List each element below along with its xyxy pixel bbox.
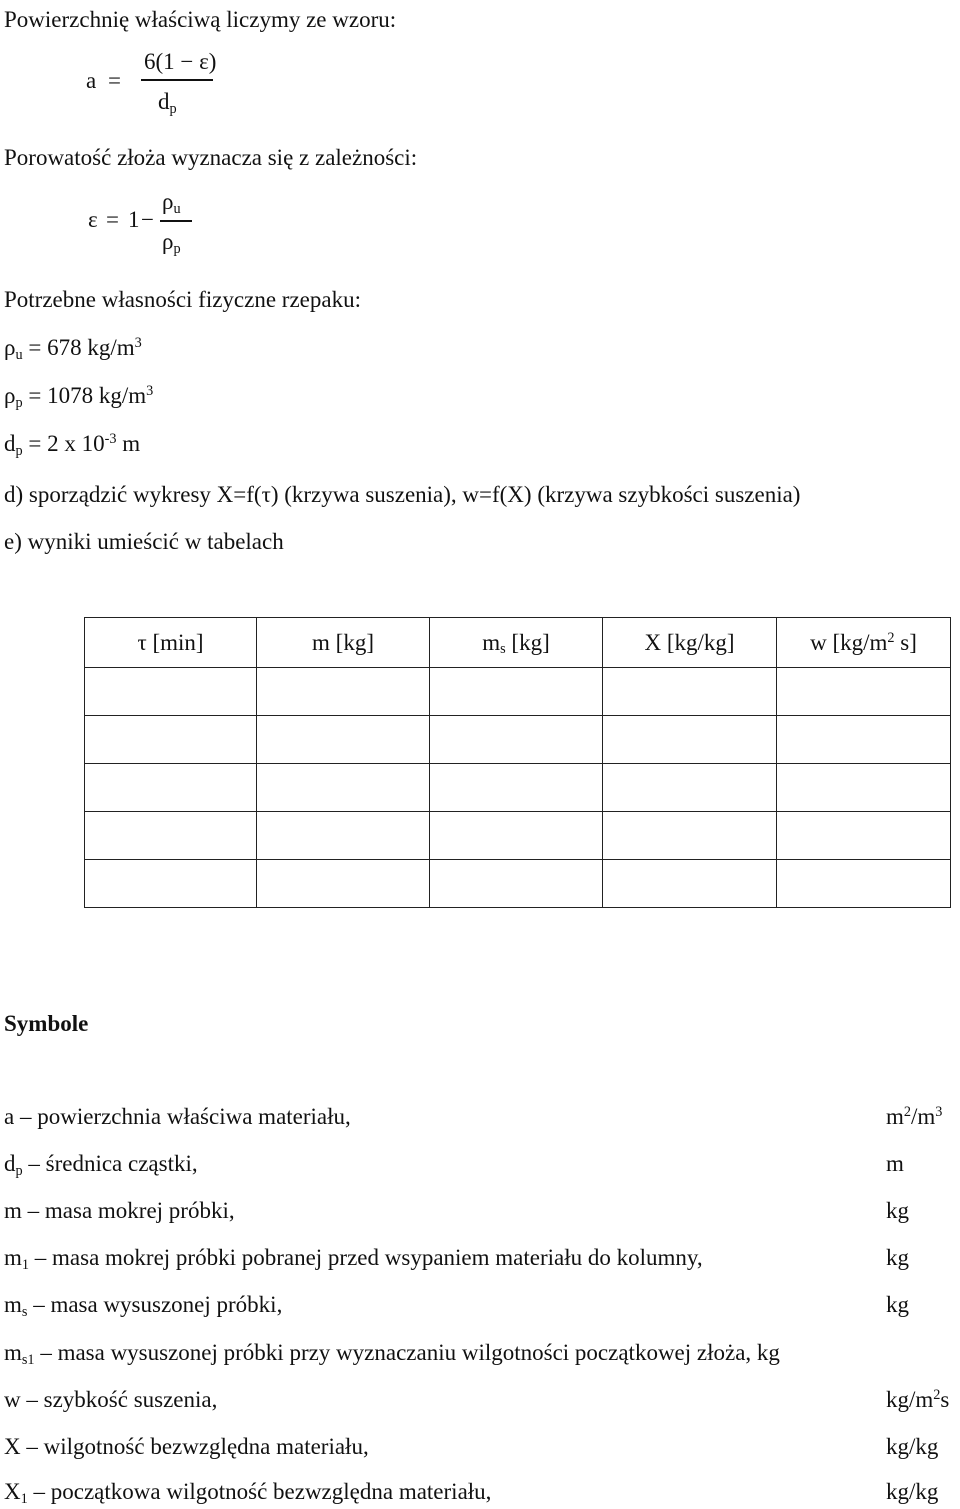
- intro-surface-text: Powierzchnię właściwą liczymy ze wzoru:: [4, 7, 397, 32]
- symbol-unit: kg: [886, 1292, 909, 1317]
- symbol-unit: kg: [886, 1245, 909, 1270]
- symbol-unit: $m^2/m^3$: [886, 1104, 943, 1129]
- property-d-p: $d_p = 2$ x $10^{-3}$ m: [4, 431, 141, 459]
- list-item: [4, 1292, 956, 1322]
- formula-a-lhs: a: [86, 68, 97, 93]
- property-rho-p: $\rho_p = 1078$ $kg/m^3$: [4, 383, 154, 411]
- column-header-m: m [kg]: [257, 618, 430, 668]
- table-row: [85, 716, 951, 764]
- list-item: [4, 1151, 956, 1181]
- properties-title: Potrzebne własności fizyczne rzepaku:: [4, 287, 361, 312]
- formula-a-fraction-bar: [141, 79, 213, 81]
- table-row: [85, 668, 951, 716]
- column-header-w: w [$kg/m^2$ s]: [777, 618, 951, 668]
- table-cell: [603, 716, 777, 764]
- formula-a-denominator: $d_p$: [158, 89, 177, 117]
- symbol-unit: kg/kg: [886, 1434, 939, 1459]
- symbol-description: $m_{s1}$ – masa wysuszonej próbki przy wyznaczaniu wilgotności początkowej złoża, kg: [4, 1340, 780, 1368]
- table-cell: [603, 668, 777, 716]
- table-cell: [85, 764, 257, 812]
- list-item: [4, 1198, 956, 1228]
- formula-eps-lhs: ε: [88, 207, 98, 232]
- table-cell: [430, 668, 603, 716]
- table-cell: [430, 812, 603, 860]
- list-item: [4, 1387, 956, 1417]
- table-cell: [257, 860, 430, 908]
- table-cell: [777, 716, 951, 764]
- table-row: [85, 764, 951, 812]
- formula-a-eq: =: [108, 68, 121, 93]
- symbol-description: $d_p$ – średnica cząstki,: [4, 1151, 198, 1179]
- symbol-unit: $kg/m^2s$: [886, 1387, 950, 1412]
- table-cell: [85, 860, 257, 908]
- symbol-description: w – szybkość suszenia,: [4, 1387, 218, 1412]
- formula-eps-eq: =: [106, 207, 119, 232]
- table-cell: [430, 716, 603, 764]
- table-cell: [85, 716, 257, 764]
- formula-eps-numerator: $\rho_u$: [162, 189, 181, 217]
- table-cell: [777, 764, 951, 812]
- table-cell: [85, 668, 257, 716]
- list-item: [4, 1434, 956, 1464]
- symbol-description: $m_1$ – masa mokrej próbki pobranej przed wsypaniem materiału do kolumny,: [4, 1245, 703, 1273]
- formula-eps-denominator: $\rho_p$: [162, 229, 181, 257]
- table-cell: [777, 668, 951, 716]
- table-cell: [603, 764, 777, 812]
- table-cell: [430, 764, 603, 812]
- symbol-description: X – wilgotność bezwzględna materiału,: [4, 1434, 369, 1459]
- table-cell: [603, 812, 777, 860]
- formula-eps-fraction-bar: [160, 220, 192, 222]
- formula-eps-minus: −: [141, 207, 154, 232]
- list-item: [4, 1479, 956, 1509]
- symbol-unit: kg: [886, 1198, 909, 1223]
- formula-eps-one: 1: [128, 207, 140, 232]
- column-header-x: X [kg/kg]: [603, 618, 777, 668]
- list-item: [4, 1340, 956, 1370]
- intro-porosity-text: Porowatość złoża wyznacza się z zależności:: [4, 145, 418, 170]
- table-cell: [257, 716, 430, 764]
- table-cell: [257, 668, 430, 716]
- table-cell: [257, 764, 430, 812]
- table-cell: [603, 860, 777, 908]
- symbol-description: a – powierzchnia właściwa materiału,: [4, 1104, 351, 1129]
- table-row: [85, 812, 951, 860]
- symbol-unit: m: [886, 1151, 904, 1176]
- column-header-tau: τ [min]: [85, 618, 257, 668]
- list-item: [4, 1104, 956, 1134]
- results-table: [84, 617, 951, 908]
- table-cell: [85, 812, 257, 860]
- table-cell: [430, 860, 603, 908]
- table-row: [85, 860, 951, 908]
- symbol-description: $m_s$ – masa wysuszonej próbki,: [4, 1292, 283, 1320]
- table-cell: [777, 860, 951, 908]
- symbols-heading: Symbole: [4, 1011, 89, 1036]
- task-d: d) sporządzić wykresy X=f(τ) (krzywa suszenia), w=f(X) (krzywa szybkości suszenia): [4, 482, 801, 507]
- symbol-description: m – masa mokrej próbki,: [4, 1198, 235, 1223]
- task-e: e) wyniki umieścić w tabelach: [4, 529, 284, 554]
- property-rho-u: $\rho_u = 678$ $kg/m^3$: [4, 335, 142, 363]
- table-header-row: [85, 618, 951, 668]
- list-item: [4, 1245, 956, 1275]
- symbol-unit: kg/kg: [886, 1479, 939, 1504]
- column-header-ms: $m_s$ [kg]: [430, 618, 603, 668]
- table-cell: [257, 812, 430, 860]
- table-cell: [777, 812, 951, 860]
- symbol-description: $X_1$ – początkowa wilgotność bezwzględna materiału,: [4, 1479, 492, 1507]
- formula-a-numerator: 6(1 − ε): [144, 49, 217, 74]
